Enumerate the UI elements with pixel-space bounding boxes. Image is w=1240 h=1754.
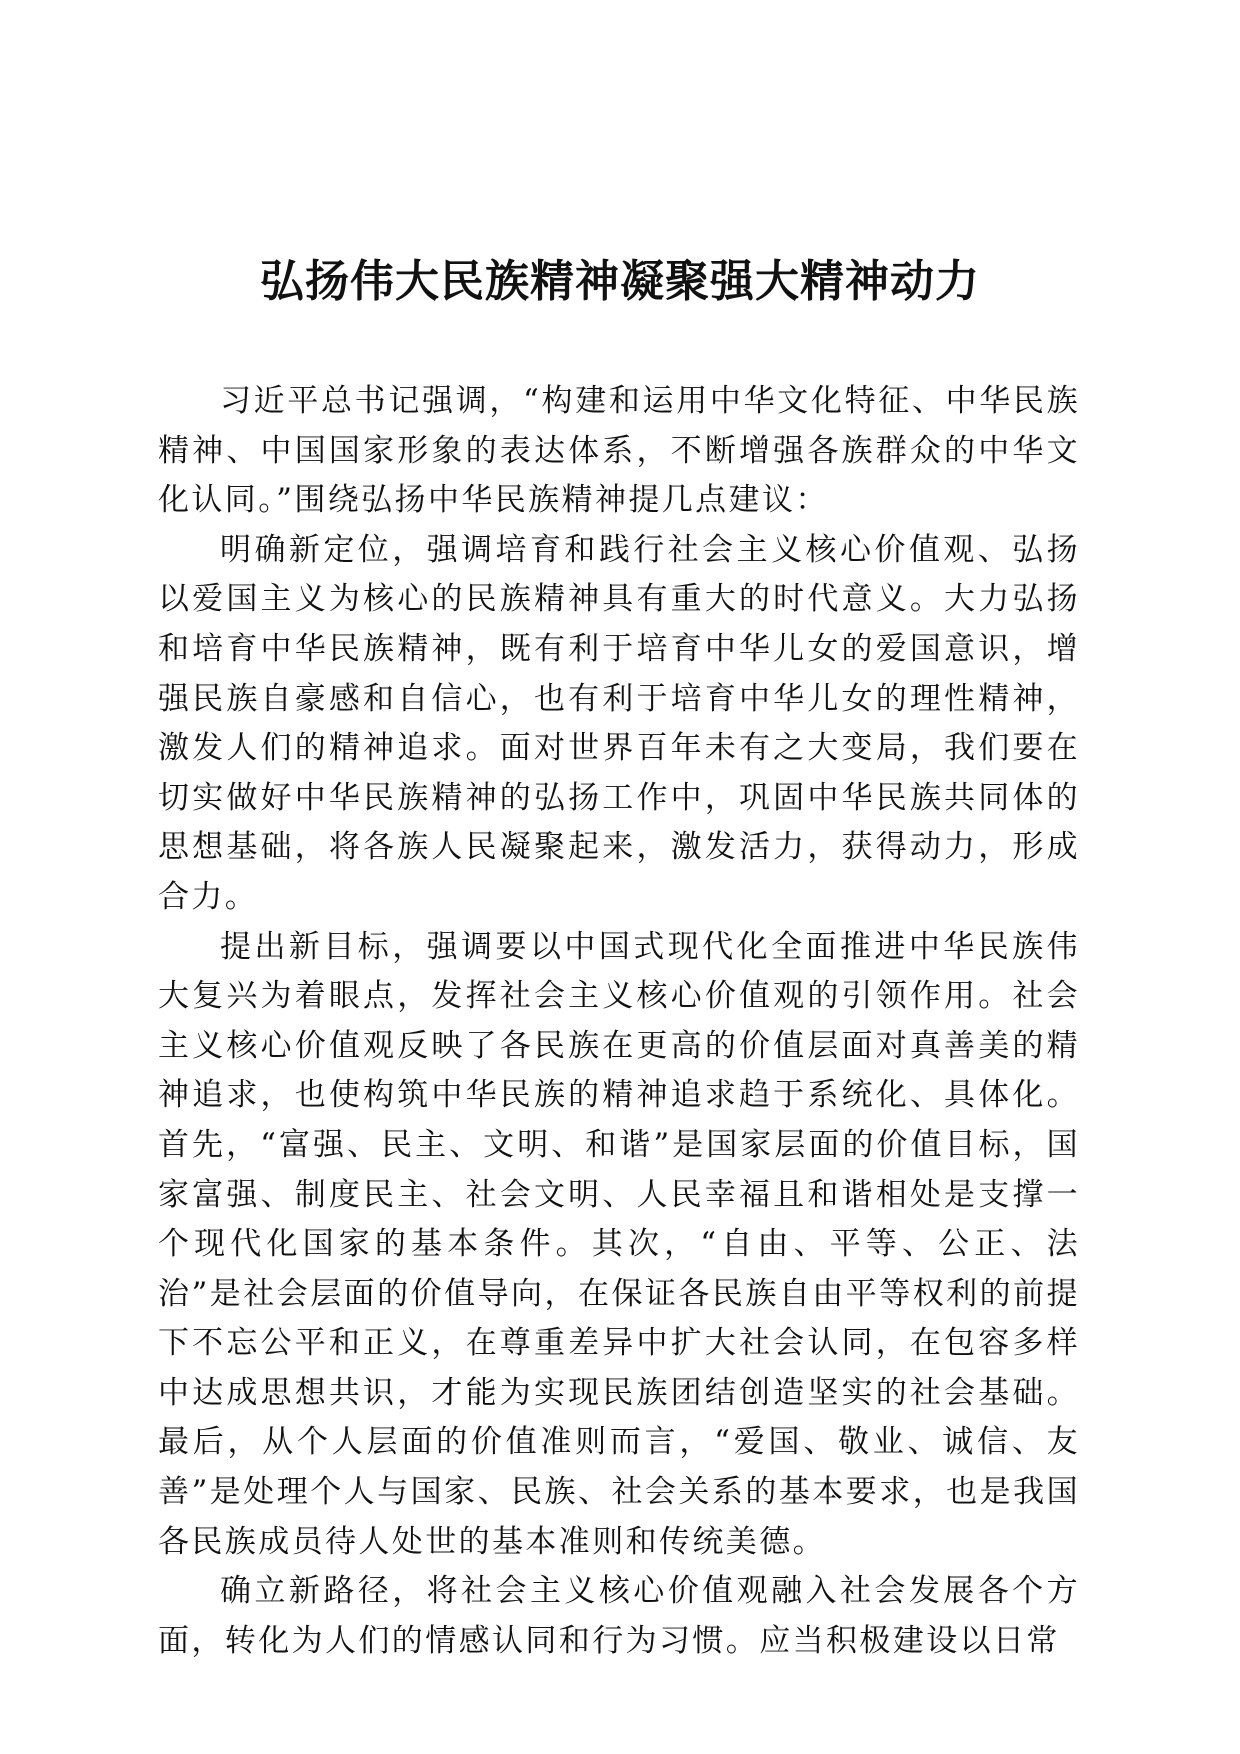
paragraph-new-path: 确立新路径，将社会主义核心价值观融入社会发展各个方面，转化为人们的情感认同和行为习惯。应当积极建设以日常 — [158, 1573, 1080, 1659]
document-title: 弘扬伟大民族精神凝聚强大精神动力 — [260, 256, 980, 307]
paragraph-intro: 习近平总书记强调，“构建和运用中华文化特征、中华民族精神、中国国家形象的表达体系，不断增强各族群众的中华文化认同。”围绕弘扬中华民族精神提几点建议： — [158, 383, 1080, 519]
paragraph-new-positioning: 明确新定位，强调培育和践行社会主义核心价值观、弘扬以爱国主义为核心的民族精神具有重大的时代意义。大力弘扬和培育中华民族精神，既有利于培育中华儿女的爱国意识，增强民族自豪感和自信心，也有利于培育中华儿女的理性精神，激发人们的精神追求。面对世界百年未有之大变局，我们要在切实做好中华民族精神的弘扬工作中，巩固中华民族共同体的思想基础，将各族人民凝聚起来，激发活力，获得动力，形成合力。 — [158, 531, 1080, 915]
document-body — [158, 377, 1080, 1666]
paragraph-new-goal: 提出新目标，强调要以中国式现代化全面推进中华民族伟大复兴为着眼点，发挥社会主义核心价值观的引领作用。社会主义核心价值观反映了各民族在更高的价值层面对真善美的精神追求，也使构筑中华民族的精神追求趋于系统化、具体化。首先，“富强、民主、文明、和谐”是国家层面的价值目标，国家富强、制度民主、社会文明、人民幸福且和谐相处是支撑一个现代化国家的基本条件。其次，“自由、平等、公正、法治”是社会层面的价值导向，在保证各民族自由平等权利的前提下不忘公平和正义，在尊重差异中扩大社会认同，在包容多样中达成思想共识，才能为实现民族团结创造坚实的社会基础。最后，从个人层面的价值准则而言，“爱国、敬业、诚信、友善”是处理个人与国家、民族、社会关系的基本要求，也是我国各民族成员待人处世的基本准则和传统美德。 — [158, 928, 1080, 1560]
